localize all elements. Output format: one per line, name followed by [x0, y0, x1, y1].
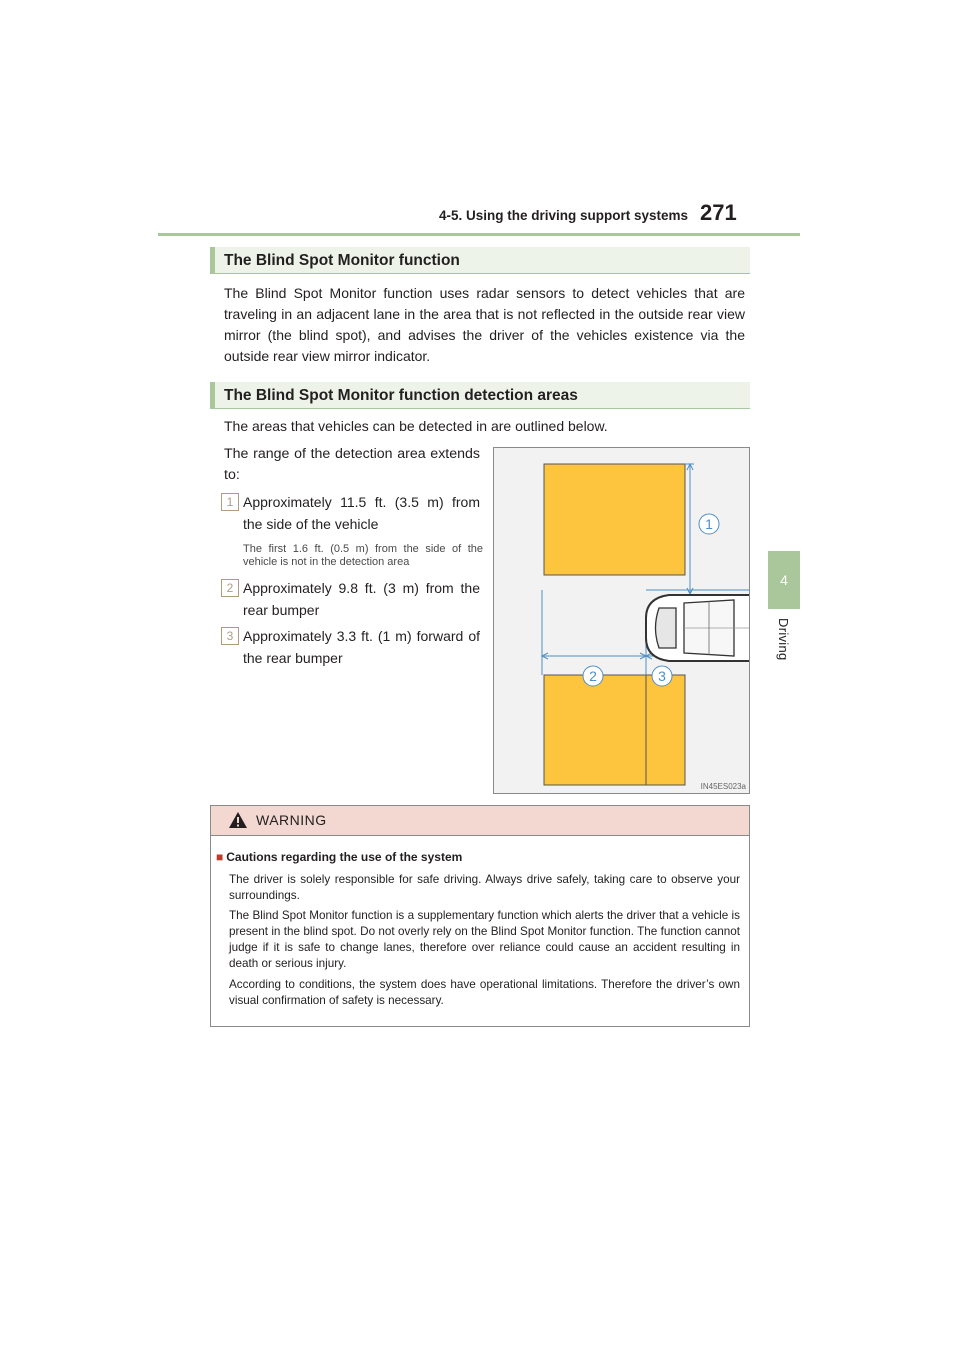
header-rule: [158, 233, 800, 236]
callout-2: [583, 666, 603, 686]
figure-code: IN45ES023a: [700, 782, 746, 791]
detection-area-diagram: [494, 448, 750, 794]
warning-paragraph-3: According to conditions, the system does have operational limitations. Therefore the driver’s own visual confirmation of safety is necessary.: [229, 978, 740, 1007]
svg-text:3: 3: [658, 668, 666, 684]
warning-item-title-text: Cautions regarding the use of the system: [226, 850, 463, 864]
callout-1: [699, 514, 719, 534]
section-header: 4-5. Using the driving support systems: [438, 208, 688, 223]
rear-detection-zone: [544, 675, 685, 785]
callout-3: [652, 666, 672, 686]
svg-text:2: 2: [589, 668, 597, 684]
warning-paragraph-1: The driver is solely responsible for safe driving. Always drive safely, taking care to observe your surroundings.: [229, 873, 740, 902]
range-item-side-note: The first 1.6 ft. (0.5 m) from the side of the vehicle is not in the detection area: [243, 543, 483, 568]
section-title-bsm-function: [210, 247, 750, 274]
warning-paragraph-2: The Blind Spot Monitor function is a supplementary function which alerts the driver that a vehicle is present in the blind spot. Do not overly rely on the Blind Spot Monitor function. The function cannot judge if it is safe to change lanes, therefore over reliance could cause an accident resulting in death or serious injury.: [229, 909, 740, 970]
item-marker-2: 2: [221, 579, 239, 597]
detection-areas-intro: The areas that vehicles can be detected in are outlined below.: [224, 418, 608, 434]
range-item-side: Approximately 11.5 ft. (3.5 m) from the side of the vehicle: [243, 494, 480, 532]
bullet-square-icon: ■: [216, 850, 224, 864]
warning-box: [210, 805, 750, 1027]
chapter-tab-label: Driving: [776, 618, 791, 661]
section-title-detection-areas: [210, 382, 750, 409]
detection-area-figure: [493, 447, 750, 794]
section-title-text: The Blind Spot Monitor function detection areas: [224, 387, 578, 404]
item-marker-3: 3: [221, 627, 239, 645]
svg-text:1: 1: [705, 516, 713, 532]
warning-label: WARNING: [256, 812, 327, 828]
side-detection-zone: [544, 464, 685, 575]
vehicle-outline: [646, 595, 750, 661]
dimension-1: [685, 464, 694, 594]
detection-range-intro: The range of the detection area extends to:: [224, 446, 480, 483]
bsm-function-description: The Blind Spot Monitor function uses radar sensors to detect vehicles that are traveling in an adjacent lane in the area that is not reflected in the outside rear view mirror (the blind spot), and advises the driver of the vehicles existence via the outside rear view mirror indicator.: [224, 285, 745, 364]
warning-triangle-icon: [228, 811, 248, 829]
warning-header: [211, 806, 749, 836]
section-title-text: The Blind Spot Monitor function: [224, 252, 460, 269]
page-number: 271: [700, 200, 737, 225]
range-item-rear: Approximately 9.8 ft. (3 m) from the rear bumper: [243, 580, 480, 618]
chapter-tab: 4: [768, 551, 800, 609]
range-item-forward: Approximately 3.3 ft. (1 m) forward of the rear bumper: [243, 628, 480, 666]
warning-item-title: [216, 850, 462, 864]
item-marker-1: 1: [221, 493, 239, 511]
